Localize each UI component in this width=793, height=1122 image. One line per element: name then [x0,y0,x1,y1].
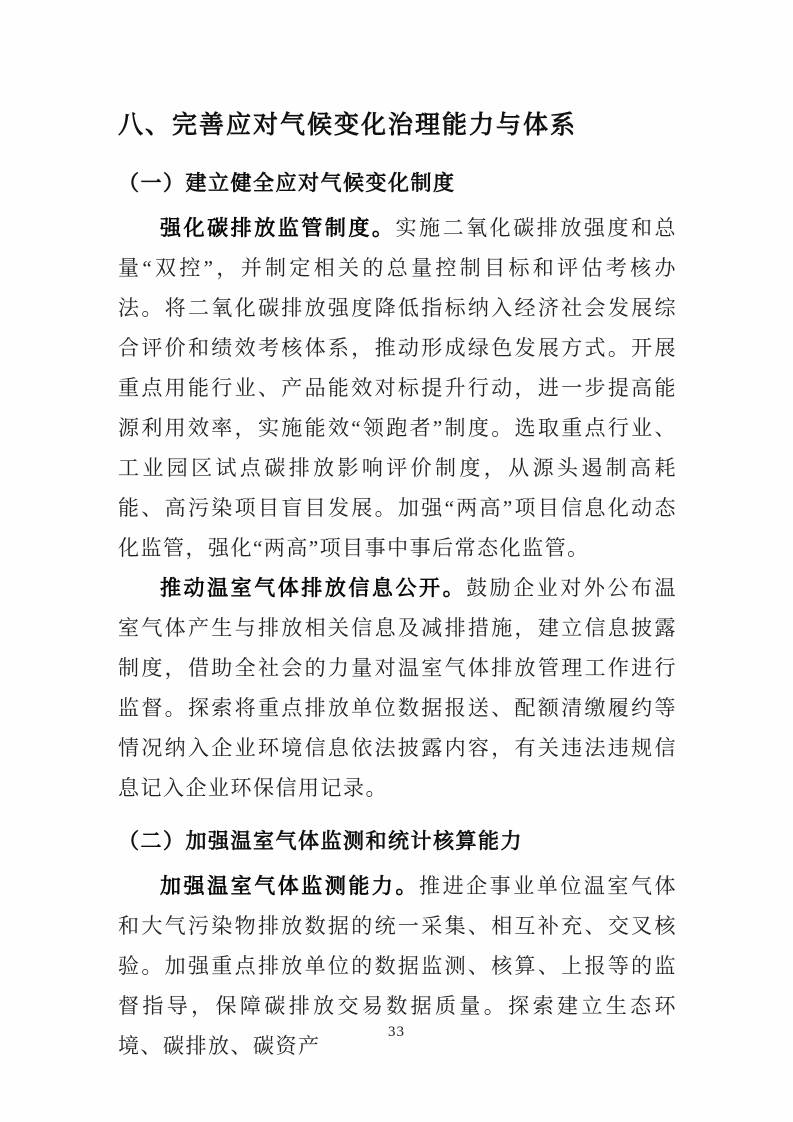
paragraph-text: 实施二氧化碳排放强度和总量“双控”，并制定相关的总量控制目标和评估考核办法。将二氧化碳排放强度降低指标纳入经济社会发展综合评价和绩效考核体系，推动形成绿色发展方式。开展重点用能行业、产品能效对标提升行动，进一步提高能源利用效率，实施能效“领跑者”制度。选取重点行业、工业园区试点碳排放影响评价制度，从源头遏制高耗能、高污染项目盲目发展。加强“两高”项目信息化动态化监管，强化“两高”项目事中事后常态化监管。 [118,216,678,560]
paragraph-lead: 加强温室气体监测能力。 [160,874,420,898]
page-number: 33 [388,1024,405,1040]
paragraph [118,568,677,808]
paragraph-lead: 推动温室气体排放信息公开。 [160,576,467,600]
document-content [118,108,677,1066]
paragraph-text: 鼓励企业对外公布温室气体产生与排放相关信息及减排措施，建立信息披露制度，借助全社会的力量对温室气体排放管理工作进行监督。探索将重点排放单位数据报送、配额清缴履约等情况纳入企业环境信息依法披露内容，有关违法违规信息记入企业环保信用记录。 [118,576,678,800]
section-2-heading: （二）加强温室气体监测和统计核算能力 [118,829,523,853]
paragraph [118,208,677,568]
paragraph-lead: 强化碳排放监管制度。 [160,216,396,240]
main-heading: 八、完善应对气候变化治理能力与体系 [118,111,578,139]
paragraph-text: 推进企事业单位温室气体和大气污染物排放数据的统一采集、相互补充、交叉核验。加强重点排放单位的数据监测、核算、上报等的监督指导，保障碳排放交易数据质量。探索建立生态环境、碳排放、碳资产 [118,874,678,1058]
section-1-heading: （一）建立健全应对气候变化制度 [118,171,456,195]
